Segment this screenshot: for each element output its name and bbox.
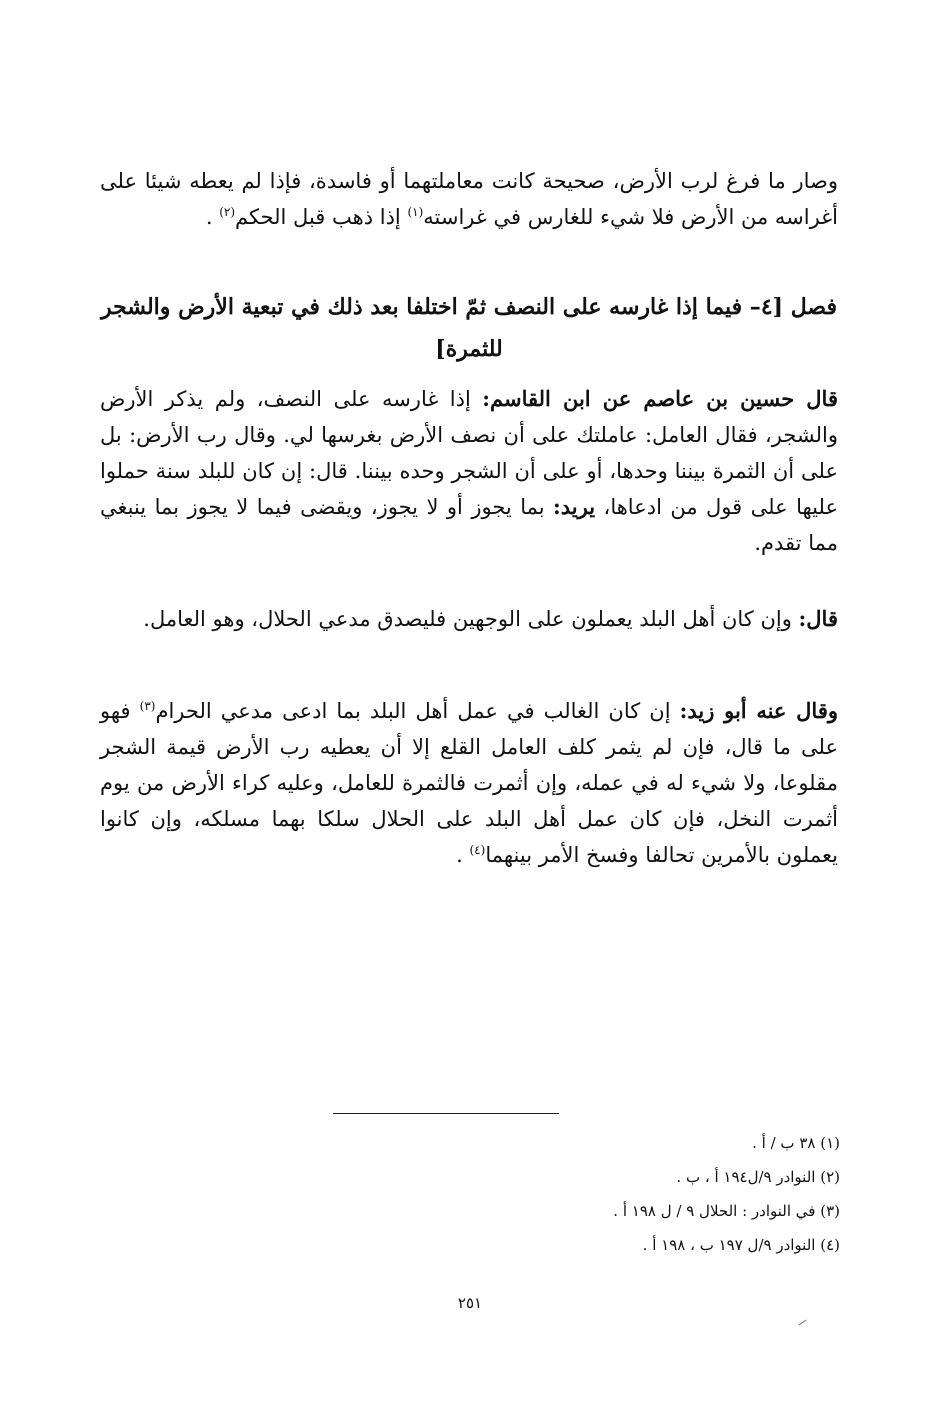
paragraph-3 [100,693,838,873]
footnote-ref-3: (٣) [139,699,156,713]
footnote-ref-2: (٢) [219,205,236,219]
paragraph-2-lead: قال: [798,606,838,631]
section-heading: فصل [٤– فيما إذا غارسه على النصف ثمّ اختلفا بعد ذلك في تبعية الأرض والشجر للثمرة] [101,294,837,363]
paragraph-1-lead: قال حسين بن عاصم عن ابن القاسم: [482,386,838,411]
paragraph-3-end: . [456,843,470,867]
footnote-3: (٣) في النوادر : الحلال ٩ / ل ١٩٨ أ . [613,1202,840,1220]
footnote-separator [333,1113,559,1114]
intro-text-continued: إذا ذهب قبل الحكم [235,205,408,229]
footnote-4: (٤) النوادر ٩/ل ١٩٧ ب ، ١٩٨ أ . [642,1236,840,1254]
paragraph-1-text-2: بما يجوز أو لا يجوز، ويقضى فيما لا يجوز بما ينبغي مما تقدم. [100,495,838,555]
paragraph-1-lead-2: يريد: [553,494,596,519]
stray-mark [799,1320,807,1326]
paragraph-2-text: وإن كان أهل البلد يعملون على الوجهين فليصدق مدعي الحلال، وهو العامل. [143,607,799,631]
footnote-ref-4: (٤) [469,843,486,857]
intro-end: . [205,205,220,229]
footnote-2: (٢) النوادر ٩/ل١٩٤ أ ، ب . [676,1168,840,1186]
paragraph-3-lead: وقال عنه أبو زيد: [679,698,838,723]
footnote-ref-1: (١) [407,205,424,219]
intro-text: وصار ما فرغ لرب الأرض، صحيحة كانت معاملتهما أو فاسدة، فإذا لم يعطه شيئا على أغراسه من الأرض فلا شيء للغارس في غراسته [100,169,838,229]
intro-paragraph [100,163,838,235]
page-number: ٢٥١ [457,1294,483,1312]
footnotes [480,1126,840,1262]
paragraph-1 [100,381,838,561]
footnote-1: (١) ٣٨ ب / أ . [752,1134,840,1152]
paragraph-1-text: إذا غارسه على النصف، ولم يذكر الأرض والشجر، فقال العامل: عاملتك على أن نصف الأرض بغرسها لي. وقال رب الأرض: بل على أن الثمرة بيننا وحدها، أو على أن الشجر وحده بيننا. قال: إن كان للبلد سنة حملوا عليها على قول من ادعاها، [100,387,838,519]
paragraph-2 [100,601,838,637]
paragraph-3-text-2: فهو على ما قال، فإن لم يثمر كلف العامل القلع إلا أن يعطيه رب الأرض قيمة الشجر مقلوعا، ولا شيء له في عمله، وإن أثمرت فالثمرة للعامل، وعليه كراء الأرض من يوم أثمرت النخل، فإن كان عمل أهل البلد على الحلال سلكا بهما مسلكه، وإن كانوا يعملون بالأمرين تحالفا وفسخ الأمر بينهما [100,699,838,867]
paragraph-3-text: إن كان الغالب في عمل أهل البلد بما ادعى مدعي الحرام [155,699,680,723]
